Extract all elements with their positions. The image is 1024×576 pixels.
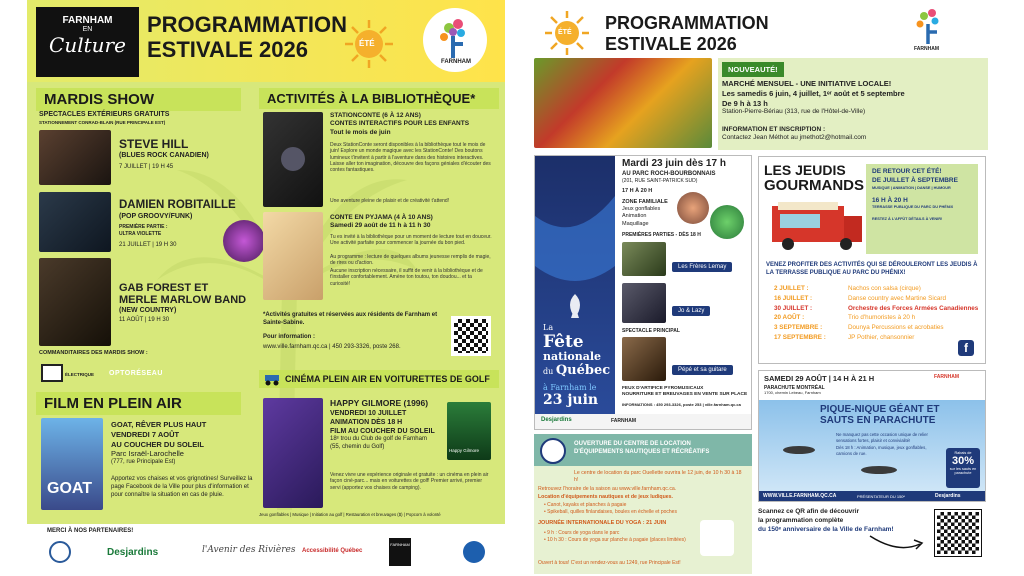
ville-farnham-logo: FARNHAM [934, 374, 959, 380]
ultra-violette-photo [223, 220, 265, 262]
film-text: Apportez vos chaises et vos grignotines! Surveillez la page Facebook de la Ville pour plus d'information et pour connaître la situation en cas de pluie. [111, 476, 253, 498]
yoga-list: • 9 h : Cours de yoga dans le parc • 10 h 30 : Cours de yoga sur planche à pagaie (places limitées) [544, 530, 686, 543]
jeudis-intro: VENEZ PROFITER DES ACTIVITÉS QUI SE DÉROULERONT LES JEUDIS À LA TERRASSE PUBLIQUE AU PARC DU PHÉNIX! [766, 262, 978, 276]
nautique-text: Le centre de location du parc Ouellette ouvrira le 12 juin, de 10 h 30 à 18 h! [574, 470, 742, 483]
sun-icon: ÉTÉ [343, 18, 395, 70]
poster-left [27, 0, 505, 576]
nautique-title: OUVERTURE DU CENTRE DE LOCATION D'ÉQUIPEMENTS NAUTIQUES ET RÉCRÉATIFS [574, 441, 710, 455]
main-show-label: SPECTACLE PRINCIPAL [622, 328, 680, 334]
film-heading: FILM EN PLEIN AIR [36, 392, 241, 415]
partners-label: MERCI À NOS PARTENAIRES! [47, 528, 134, 534]
band-label: Jo & Lazy [672, 306, 710, 316]
nautique-logo [540, 438, 566, 464]
yoga-title: JOURNÉE INTERNATIONALE DU YOGA : 21 JUIN [538, 520, 667, 526]
fete-infos: INFORMATIONS : 450 293-3326, poste 253 | ville.farnham.qc.ca [622, 402, 741, 407]
fireworks-text: FEUX D'ARTIFICE PYROMUSICAUX NOURRITURE ET BREUVAGES EN VENTE SUR PLACE [622, 386, 748, 398]
artist-genre: (POP GROOVY/FUNK) [119, 213, 193, 220]
marche-details: MARCHÉ MENSUEL - UNE INITIATIVE LOCALE! Les samedis 6 juin, 4 juillet, 1ᵉʳ août et 5 septembre De 9 h à 13 h Station-Pierre-Bériau (313, rue de l'Hôtel-de-Ville) [722, 79, 905, 116]
sun-icon: ÉTÉ [544, 10, 590, 56]
fete-sponsors: Desjardins FARNHAM [535, 414, 751, 429]
partner-accessibilite: Accessibilité Québec [302, 548, 363, 554]
accessibility-icon [463, 541, 485, 563]
partner-seal [49, 541, 71, 563]
stationconte-photo [263, 112, 323, 207]
food-truck-illustration [766, 196, 866, 252]
mardis-location: STATIONNEMENT CONRAD-BLAIN (RUE PRINCIPALE EST) [39, 120, 166, 125]
artist-name: MERLE MARLOW BAND [119, 294, 247, 306]
partner-avenir: l'Avenir des Rivières [202, 545, 296, 555]
parachute-date: SAMEDI 29 AOÛT | 14 H À 21 H [764, 374, 875, 383]
film-details: GOAT, RÊVER PLUS HAUT VENDREDI 7 AOÛT AU COUCHER DU SOLEIL Parc Israël-Larochelle (777, rue Principale Est) [111, 420, 207, 465]
fete-zone: 17 H À 20 H ZONE FAMILIALE Jeux gonflables Animation Maquillage [622, 188, 668, 227]
freres-lemay-photo [622, 242, 666, 276]
qr-code[interactable] [451, 316, 491, 356]
happy-gilmore-poster: Happy Gilmore [447, 402, 491, 460]
info-text: www.ville.farnham.qc.ca | 450 293-3326, poste 268. [263, 344, 401, 350]
artist-date: 7 JUILLET | 19 H 45 [119, 164, 174, 170]
pepe-photo [622, 337, 666, 381]
page-title: PROGRAMMATION ESTIVALE 2026 [147, 12, 348, 62]
conte-pyjama-illustration [263, 212, 323, 300]
yoga-footer: Ouvert à tous! C'est un rendez-vous au 1249, rue Principale Est! [538, 560, 681, 566]
stationconte-title: STATIONCONTE (6 À 12 ANS) CONTES INTERACTIFS POUR LES ENFANTS Tout le mois de juin [330, 112, 470, 136]
artist-date: 11 AOÛT | 19 H 30 [119, 317, 170, 323]
biblio-heading: ACTIVITÉS À LA BIBLIOTHÈQUE* [259, 88, 499, 109]
nautique-text3: Location d'équipements nautiques et de jeux ludiques. [538, 494, 673, 500]
fete-date: Mardi 23 juin dès 17 h AU PARC ROCH-BOURBONNAIS (201, RUE SAINT-PATRICK SUD) [622, 158, 726, 184]
marche-info: INFORMATION ET INSCRIPTION : Contactez Jean Méthot au jmethot2@hotmail.com [722, 126, 867, 142]
yoga-logo [700, 520, 734, 556]
artist-genre: (NEW COUNTRY) [119, 307, 177, 314]
schedule-row: 3 SEPTEMBRE : Dounya Percussions et acrobaties [774, 324, 944, 331]
cinema-heading: CINÉMA PLEIN AIR EN VOITURETTES DE GOLF [259, 370, 499, 388]
inflatable-photo [710, 205, 744, 239]
jeudis-info-box: DE RETOUR CET ÉTÉ! DE JUILLET À SEPTEMBRE MUSIQUE | ANIMATION | DANSE | HUMOUR 16 H À 20 H TERRASSE PUBLIQUE DU PARC DU PHÉNIX RESTEZ À L'AFFÛT DÉTAILS À VENIR! [866, 164, 978, 254]
ville-logo: FARNHAM [908, 4, 952, 54]
artist-date: 21 JUILLET | 19 H 30 [119, 242, 177, 248]
schedule-row: 20 AOÛT : Trio d'humoristes à 20 h [774, 314, 916, 322]
gab-forest-photo [39, 258, 111, 346]
artist-name: GAB FOREST ET [119, 282, 209, 294]
schedule-row: 16 JUILLET : Danse country avec Martine Sicard [774, 294, 946, 302]
mardis-show-heading: MARDIS SHOW [36, 88, 241, 111]
parachute-org: PARACHUTE MONTRÉAL 1700, chemin Lebeau, Farnham [764, 385, 825, 395]
farnham-en-culture-logo: FARNHAM EN Culture [36, 7, 139, 77]
artist-genre: (BLUES ROCK CANADIEN) [119, 152, 209, 159]
happy-gilmore-details: HAPPY GILMORE (1996) VENDREDI 10 JUILLET ANIMATION DÈS 18 H FILM AU COUCHER DU SOLEIL 18ᵉ trou du Club de golf de Farnham (55, chemin du Golf) [330, 398, 435, 451]
stationconte-text2: Une aventure pleine de plaisir et de créativité t'attend! [330, 198, 450, 204]
sponsors-label: COMMANDITAIRES DES MARDIS SHOW : [39, 350, 148, 356]
conte-pyjama-text: Tu es invité à la bibliothèque pour un moment de lecture tout en douceur. Une activité parfaite pour commencer la journée du bon pied. [330, 234, 492, 247]
conte-pyjama-title: CONTE EN PYJAMA (4 À 10 ANS) Samedi 29 août de 11 h à 11 h 30 [330, 214, 433, 230]
band-label: Les Frères Lemay [672, 262, 732, 272]
schedule-row: 17 SEPTEMBRE : JP Pothier, chansonnier [774, 333, 915, 341]
artist-name: DAMIEN ROBITAILLE [119, 199, 236, 211]
band-label: Pépé et sa guitare [672, 365, 733, 375]
conte-pyjama-text2: Au programme : lecture de quelques albums jeunesse remplis de magie, de rires ou d'action. [330, 254, 491, 267]
jeudis-schedule [774, 284, 978, 343]
partner-desjardins: Desjardins [107, 547, 159, 558]
jo-lazy-photo [622, 283, 666, 323]
schedule-row: 2 JUILLET : Nachos con salsa (cirque) [774, 285, 921, 292]
new-badge: NOUVEAUTÉ! [722, 62, 784, 77]
first-parts-label: PREMIÈRES PARTIES - DÈS 18 H [622, 232, 701, 238]
steve-hill-photo [39, 130, 111, 185]
fete-title: La Fête nationale du Québec à Farnham le 23 juin [543, 323, 611, 408]
optoreseau-logo: OPTORÉSEAU [109, 370, 163, 377]
mardis-subtitle: SPECTACLES EXTÉRIEURS GRATUITS [39, 111, 170, 118]
page-title: PROGRAMMATION ESTIVALE 2026 [605, 13, 769, 54]
parachute-footer: WWW.VILLE.FARNHAM.QC.CA PRÉSENTATEUR DU 150ᵉ Desjardins [759, 491, 985, 501]
resident-note: *Activités gratuites et réservées aux résidents de Farnham et Sainte-Sabine. [263, 312, 438, 326]
facebook-icon[interactable]: f [958, 340, 974, 356]
discount-badge: Rabais de 30% sur les sauts en parachute [946, 448, 980, 488]
partner-farnham: FARNHAM [389, 538, 411, 566]
cinema-strip: Jeux gonflables | Musique | Initiation au golf | Restauration et breuvages ($) | Popcorn à volonté [259, 512, 441, 517]
face-paint-photo [677, 192, 709, 224]
jeudis-title: LES JEUDIS GOURMANDS [764, 162, 864, 194]
golf-cart-icon [263, 371, 281, 387]
cinema-photo [263, 398, 323, 508]
stationconte-text: Deux StationConte seront disponibles à la bibliothèque tout le mois de juin! Explore un monde magique avec les StationConte! Des boutons lumineux t'invitent à partir à l'aventure dans des histoires interactives. Laisse aller ton imagination, découvre des façons géniales d'écouter des contes fantastiques. [330, 142, 491, 173]
nautique-list: • Canot, kayaks et planches à pagaie • Spikeball, quilles finlandaises, boules en échelle et poches [544, 502, 677, 515]
lg-logo [41, 364, 63, 382]
first-part-name: ULTRA VIOLETTE [119, 231, 162, 237]
arrow-icon [868, 532, 928, 552]
first-part-label: PREMIÈRE PARTIE : [119, 224, 168, 230]
conte-pyjama-text3: Aucune inscription nécessaire, il suffit de venir à la bibliothèque et de t'installer confortablement. Amène ton toutou, ton doudou... et ta curiosité! [330, 268, 483, 287]
artist-name: STEVE HILL [119, 137, 189, 151]
nautique-text2: Retrouvez l'horaire de la saison au www.ville.farnham.qc.ca. [538, 486, 677, 492]
damien-robitaille-photo [39, 192, 111, 252]
ville-logo: FARNHAM [423, 8, 487, 72]
sponsor-name: ÉLECTRIQUE [65, 372, 95, 377]
schedule-row: 30 JUILLET : Orchestre des Forces Armées Canadiennes [774, 304, 979, 312]
qr-text: Scannez ce QR afin de découvrir la programmation complète du 150ᵉ anniversaire de la Ville de Farnham! [758, 508, 894, 533]
happy-gilmore-text: Venez vivre une expérience originale et gratuite : un cinéma en plein air façon ciné-parc... mais en voiturettes de golf! Premier arrivé, premier servi (apportez vos chaises de camping). [330, 472, 489, 491]
program-qr-code[interactable] [935, 510, 981, 556]
poster-right [530, 0, 1000, 576]
info-label: Pour information : [263, 334, 315, 340]
parachute-text: Ne manquez pas cette occasion unique de relier sensations fortes, plaisir et convivialité! Dès 18 h : Animation, musique, jeux gonflables, camions de rue. [836, 432, 928, 456]
market-produce-photo [534, 58, 712, 148]
parachute-title: PIQUE-NIQUE GÉANT ET SAUTS EN PARACHUTE [820, 404, 940, 426]
goat-poster: GOAT [41, 418, 103, 510]
fete-banner [535, 156, 615, 414]
